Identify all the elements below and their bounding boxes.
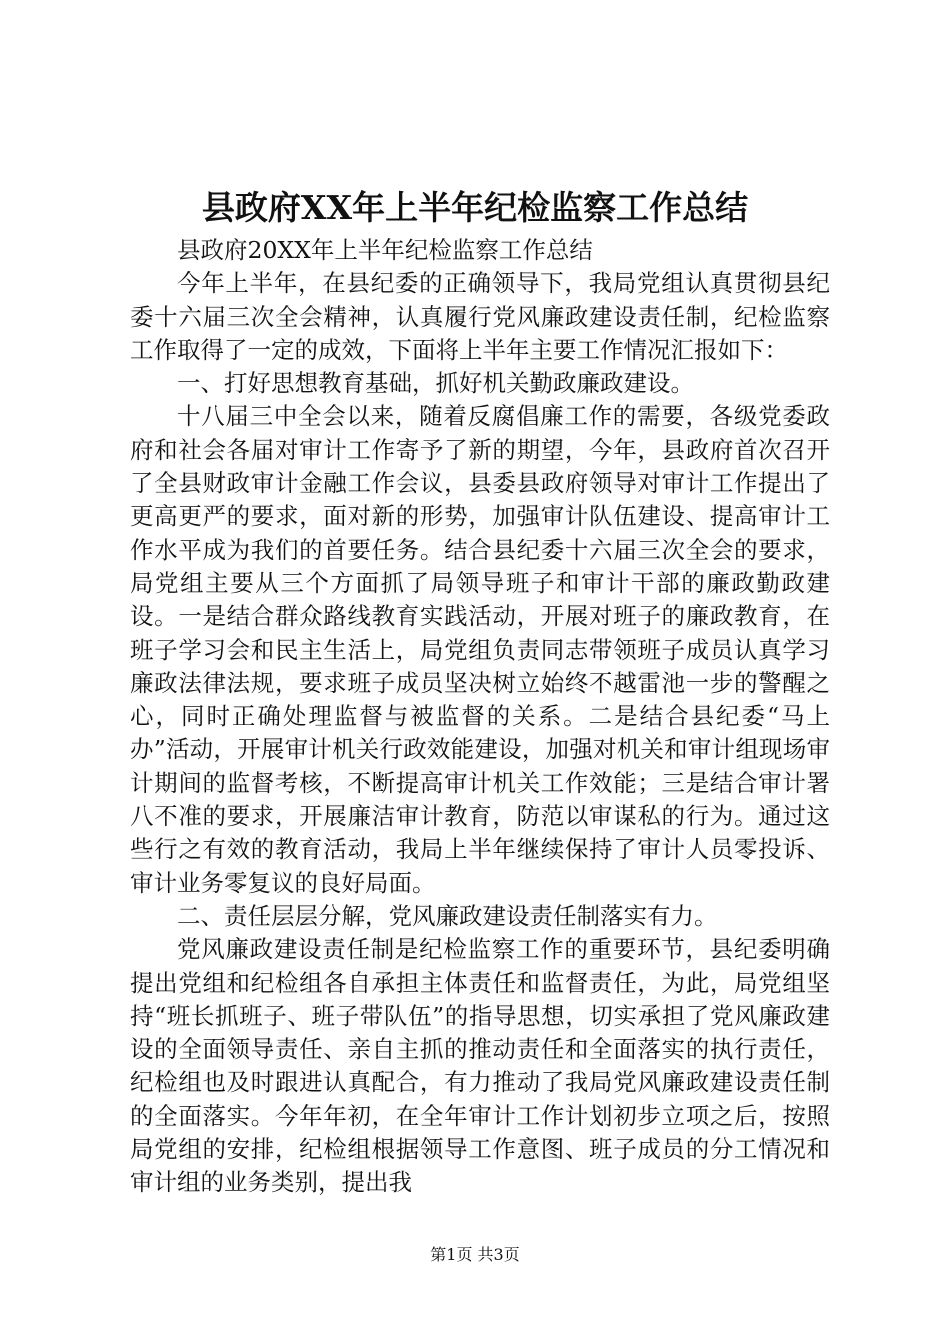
paragraph-section-1: 十八届三中全会以来，随着反腐倡廉工作的需要，各级党委政府和社会各届对审计工作寄予了新的期望，今年，县政府首次召开了全县财政审计金融工作会议，县委县政府领导对审计工作提出了更高更严的要求，面对新的形势，加强审计队伍建设、提高审计工作水平成为我们的首要任务。结合县纪委十六届三次全会的要求，局党组主要从三个方面抓了局领导班子和审计干部的廉政勤政建设。一是结合群众路线教育实践活动，开展对班子的廉政教育，在班子学习会和民主生活上，局党组负责同志带领班子成员认真学习廉政法律法规，要求班子成员坚决树立始终不越雷池一步的警醒之心，同时正确处理监督与被监督的关系。二是结合县纪委“马上办”活动，开展审计机关行政效能建设，加强对机关和审计组现场审计期间的监督考核，不断提高审计机关工作效能；三是结合审计署八不准的要求，开展廉洁审计教育，防范以审谋私的行为。通过这些行之有效的教育活动，我局上半年继续保持了审计人员零投诉、审计业务零复议的良好局面。 bbox=[130, 402, 830, 897]
section-heading-1: 一、打好思想教育基础，抓好机关勤政廉政建设。 bbox=[177, 369, 694, 398]
paragraph-subtitle: 县政府20XX年上半年纪检监察工作总结 bbox=[177, 236, 593, 264]
document-title: 县政府XX年上半年纪检监察工作总结 bbox=[201, 188, 749, 227]
paragraph-section-2: 党风廉政建设责任制是纪检监察工作的重要环节，县纪委明确提出党组和纪检组各自承担主体责任和监督责任，为此，局党组坚持“班长抓班子、班子带队伍”的指导思想，切实承担了党风廉政建设的全面领导责任、亲自主抓的推动责任和全面落实的执行责任，纪检组也及时跟进认真配合，有力推动了我局党风廉政建设责任制的全面落实。今年年初，在全年审计工作计划初步立项之后，按照局党组的安排，纪检组根据领导工作意图、班子成员的分工情况和审计组的业务类别，提出我 bbox=[130, 935, 830, 1197]
section-heading-2: 二、责任层层分解，党风廉政建设责任制落实有力。 bbox=[177, 901, 718, 930]
document-body bbox=[130, 234, 830, 1200]
paragraph-intro: 今年上半年，在县纪委的正确领导下，我局党组认真贯彻县纪委十六届三次全会精神，认真履行党风廉政建设责任制，纪检监察工作取得了一定的成效，下面将上半年主要工作情况汇报如下： bbox=[130, 269, 830, 364]
page-number-footer: 第1页 共3页 bbox=[430, 1245, 520, 1264]
